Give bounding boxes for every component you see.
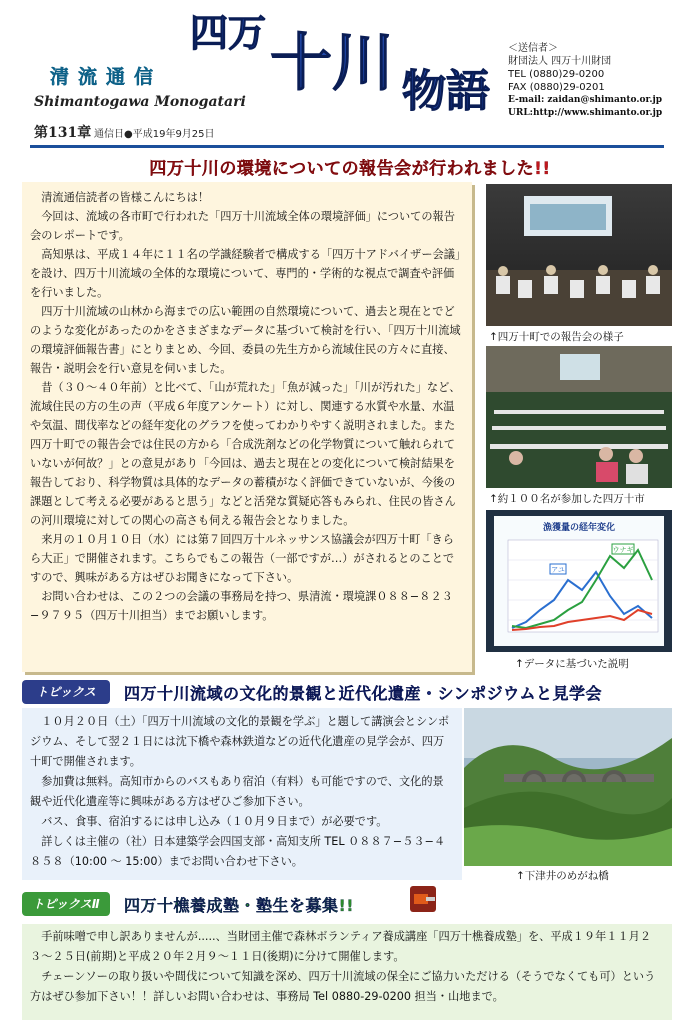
sender-tel: TEL (0880)29-0200 (508, 69, 605, 80)
bridge-photo-illustration (464, 708, 672, 866)
masthead-title-part1: 四万 (190, 11, 267, 55)
article1-paragraph: 来月の１０月１０日（水）には第７回四万十ルネッサンス協議会が四万十町「きらら大正」で開催されます。こちらでもこの報告（一部ですが…）がされるとのことですので、興味がある方はぜひお聞きになって下さい。 (30, 533, 455, 584)
topic2-badge: トピックスⅡ (22, 892, 110, 916)
article1-headline: 四万十川の環境についての報告会が行われました!! (149, 159, 551, 179)
topic1-paragraph: 詳しくは主催の（社）日本建築学会四国支部・高知支所 TEL ０８８７−５３−４８５８（10:00 〜 15:00）までお問い合わせ下さい。 (30, 835, 446, 868)
topic1-header (22, 680, 672, 704)
photo-data-slide (486, 510, 672, 652)
meeting-photo-illustration (486, 184, 672, 326)
topic2-header (22, 892, 672, 916)
article1-body (22, 182, 472, 672)
topic1-paragraph: バス、食事、宿泊するには申し込み（１０月９日まで）が必要です。 (41, 815, 388, 828)
slide-photo-illustration (486, 510, 672, 652)
article1-paragraph: 今回は、流域の各市町で行われた「四万十川流域全体の環境評価」についての報告会のレポートです。 (30, 210, 455, 242)
article1-paragraph: 四万十川流域の山林から海までの広い範囲の自然環境について、過去と現在とでどのような変化があったのかをさまざまなデータに基づいて検討を行い、「四万十川流域の環境評価報告書」にとりまとめ、今回、委員の先生方から流域住民の方々に直接、報告・説明会を行い意見を伺いました。 (30, 305, 461, 375)
sender-fax: FAX (0880)29-0201 (508, 82, 605, 93)
photo-megane-bridge (464, 708, 672, 866)
topic1-paragraph: 参加費は無料。高知市からのバスもあり宿泊（有料）も可能ですので、文化的景観や近代化遺産等に興味がある方はぜひご参加下さい。 (30, 775, 444, 808)
topic2-paragraph: 手前味噌で申し訳ありませんが.....、当財団主催で森林ボランティア養成講座「四万十樵養成塾」を、平成１９年１１月２３〜２５日(前期)と平成２０年２月９〜１１日(後期)に分けて開催します。 (30, 930, 652, 963)
article1-paragraph: 高知県は、平成１４年に１１名の学識経験者で構成する「四万十アドバイザー会議」を設け、四万十川流域の全体的な環境について、専門的・学術的な視点で調査や評価を行いました。 (30, 248, 461, 299)
sender-email[interactable]: E-mail: zaidan@shimanto.or.jp (508, 95, 663, 105)
chapter-number: 第131章 (34, 125, 92, 141)
photo-caption: ↑四万十町での報告会の様子 (489, 331, 624, 343)
photo-caption: ↑データに基づいた説明 (515, 658, 629, 670)
topic2-title: 四万十樵養成塾・塾生を募集!! (124, 896, 355, 915)
slide-series-label: アユ (551, 566, 565, 574)
slide-series-label: ウナギ (612, 546, 634, 554)
slide-title: 漁獲量の経年変化 (542, 523, 616, 533)
topic1-body (22, 708, 462, 880)
photo-caption: ↑約１００名が参加した四万十市 (489, 493, 645, 505)
hall-photo-illustration (486, 346, 672, 488)
sender-label: ＜送信者＞ (508, 43, 558, 54)
romaji-title: Shimantogawa Monogatari (34, 94, 246, 110)
masthead-title-part2: 十川 (270, 26, 395, 99)
header-divider (30, 145, 664, 148)
chainsaw-photo (410, 886, 436, 912)
sender-org: 財団法人 四万十川財団 (508, 56, 612, 67)
issue-date: 通信日●平成19年9月25日 (94, 129, 215, 140)
topic2-body (22, 924, 672, 1020)
topic1-badge: トピックス (22, 680, 110, 704)
masthead-title-part3: 物語 (402, 66, 490, 116)
photo-meeting-town (486, 184, 672, 326)
sender-block (508, 42, 662, 120)
topic1-title: 四万十川流域の文化的景観と近代化遺産・シンポジウムと見学会 (124, 684, 602, 703)
article1-paragraph: 清流通信読者の皆様こんにちは！ (41, 191, 210, 204)
series-label: 清流通信 (50, 66, 163, 88)
photo-caption: ↑下津井のめがね橋 (516, 870, 609, 882)
sender-url[interactable]: URL:http://www.shimanto.or.jp (508, 108, 663, 118)
article1-paragraph: 昔（３０〜４０年前）と比べて、「山が荒れた」「魚が減った」「川が汚れた」など、流域住民の方の生の声（平成６年度アンケート）に対し、関連する水質や水量、水温や気温、間伐率などの経年変化のグラフを使ってわかりやすく説明されました。また四万十町での報告会では住民の方から「合成洗剤などの化学物質について触れられていないが何故？」との意見があり「今回は、過去と現在との変化について検討結果を報告しており、科学物質は具体的なデータの蓄積がなく評価できていないが、今後の課題として考える必要があると思う」などと活発な質疑応答もみられ、住民の皆さんの河川環境に対しての関心の高さも伺える報告会となりました。 (30, 381, 461, 527)
topic2-paragraph: チェーンソーの取り扱いや間伐について知識を深め、四万十川流域の保全にご協力いただける（そうでなくても可）という方はぜひ参加下さい！！詳しいお問い合わせは、事務局 Tel 0880-29-0200 担当・山地まで。 (30, 970, 656, 1003)
topic1-paragraph: １０月２０日（土）「四万十川流域の文化的景観を学ぶ」と題して講演会とシンポジウム、そして翌２１日には沈下橋や森林鉄道などの近代化遺産の見学会が、四万十町で開催されます。 (30, 715, 450, 768)
chainsaw-icon (410, 886, 436, 912)
photo-meeting-city (486, 346, 672, 488)
article1-paragraph: お問い合わせは、この２つの会議の事務局を持つ、県清流・環境課０８８−８２３−９７９５（四万十川担当）までお願いします。 (30, 590, 453, 622)
